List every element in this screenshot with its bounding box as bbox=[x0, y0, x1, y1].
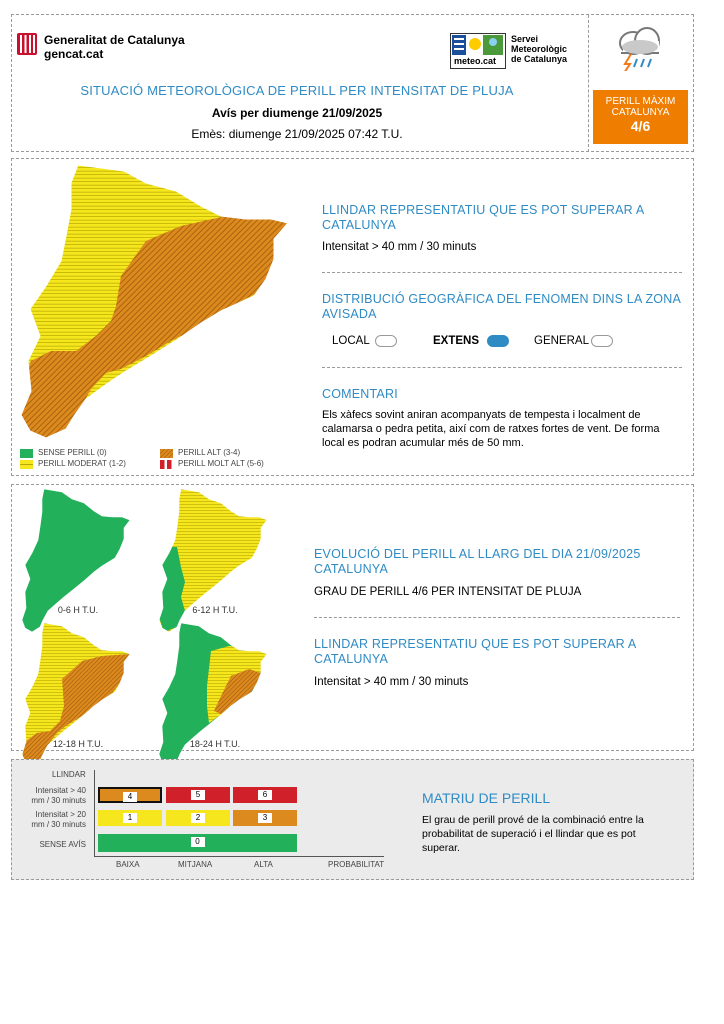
matrix-cell-0 bbox=[98, 834, 297, 852]
evolution-map-label: 6-12 H T.U. bbox=[192, 605, 238, 615]
divider bbox=[314, 617, 680, 618]
senyera-icon bbox=[17, 33, 37, 55]
col-label-baixa: BAIXA bbox=[116, 860, 140, 869]
toggle-switch-general[interactable] bbox=[591, 335, 613, 347]
threshold2-value: Intensitat > 40 mm / 30 minuts bbox=[314, 676, 469, 688]
legend-label: PERILL ALT (3-4) bbox=[178, 448, 241, 457]
toggle-switch-extens[interactable] bbox=[487, 335, 509, 347]
matrix-cell-4 bbox=[98, 787, 162, 803]
row2-label-a: Intensitat > 20 bbox=[35, 810, 86, 819]
toggle-label-local: LOCAL bbox=[332, 335, 370, 347]
matrix-text: El grau de perill prové de la combinació entre la probabilitat de superació i el llindar que es pot superar. bbox=[422, 814, 644, 854]
row3-label: SENSE AVÍS bbox=[39, 840, 86, 849]
toggle-label-general: GENERAL bbox=[534, 335, 589, 347]
header-panel bbox=[11, 14, 694, 152]
matrix-cell-6 bbox=[233, 787, 297, 803]
legend-swatch bbox=[160, 449, 173, 458]
issued-date: Emès: diumenge 21/09/2025 07:42 T.U. bbox=[191, 127, 403, 141]
cell-value: 0 bbox=[191, 837, 205, 847]
cell-value: 1 bbox=[123, 813, 137, 823]
divider bbox=[322, 272, 682, 273]
cell-value: 6 bbox=[258, 790, 272, 800]
main-warning-panel bbox=[11, 158, 694, 476]
danger-matrix-panel bbox=[11, 759, 694, 880]
divider bbox=[322, 367, 682, 368]
row2-label-b: mm / 30 minuts bbox=[31, 820, 86, 829]
legend-swatch bbox=[20, 449, 33, 458]
distribution-toggles bbox=[332, 335, 682, 351]
cell-value: 5 bbox=[191, 790, 205, 800]
evolution-map-3 bbox=[18, 621, 138, 776]
evolution-map-2 bbox=[155, 487, 275, 642]
max-danger-badge bbox=[593, 90, 688, 144]
threshold-value: Intensitat > 40 mm / 30 minuts bbox=[322, 241, 477, 253]
badge-line1: PERILL MÀXIM bbox=[605, 96, 676, 107]
evolution-map-label: 0-6 H T.U. bbox=[57, 605, 99, 615]
evolution-title: EVOLUCIÓ DEL PERILL AL LLARG DEL DIA 21/09/2025 CATALUNYA bbox=[314, 547, 641, 576]
row1-label-a: Intensitat > 40 bbox=[35, 786, 86, 795]
gencat-url: gencat.cat bbox=[44, 47, 104, 61]
smc-line1: Servei bbox=[511, 34, 539, 44]
distribution-title: DISTRIBUCIÓ GEOGRÀFICA DEL FENOMEN DINS LA ZONA AVISADA bbox=[322, 292, 681, 321]
cell-value: 2 bbox=[191, 813, 205, 823]
catalonia-map-main bbox=[16, 161, 296, 441]
gencat-logo bbox=[17, 33, 37, 55]
col-label-alta: ALTA bbox=[254, 860, 273, 869]
toggle-switch-local[interactable] bbox=[375, 335, 397, 347]
matrix-cell-1 bbox=[98, 810, 162, 826]
meteo-logo-icon bbox=[451, 34, 505, 56]
evolution-map-4 bbox=[155, 621, 275, 776]
matrix-chart bbox=[12, 760, 402, 881]
comment-title: COMENTARI bbox=[322, 387, 398, 401]
evolution-map-1 bbox=[18, 487, 138, 642]
meteo-logo bbox=[450, 33, 506, 69]
col-label-mitjana: MITJANA bbox=[178, 860, 213, 869]
storm-cloud-icon bbox=[611, 21, 667, 71]
cell-value: 3 bbox=[258, 813, 272, 823]
legend-label: PERILL MOLT ALT (5-6) bbox=[178, 459, 264, 468]
smc-line2: Meteorològic bbox=[511, 44, 568, 54]
page-subtitle: Avís per diumenge 21/09/2025 bbox=[211, 106, 383, 120]
evolution-value: GRAU DE PERILL 4/6 PER INTENSITAT DE PLUJA bbox=[314, 586, 582, 598]
threshold2-title: LLINDAR REPRESENTATIU QUE ES POT SUPERAR A CATALUNYA bbox=[314, 637, 636, 666]
prob-label: PROBABILITAT bbox=[328, 860, 385, 869]
matrix-y-axis bbox=[94, 770, 95, 856]
legend-label: SENSE PERILL (0) bbox=[38, 448, 107, 457]
badge-line2: CATALUNYA bbox=[611, 107, 670, 118]
evolution-panel bbox=[11, 484, 694, 751]
legend-swatch bbox=[160, 460, 173, 469]
badge-value: 4/6 bbox=[630, 118, 651, 134]
page-title: SITUACIÓ METEOROLÒGICA DE PERILL PER INTENSITAT DE PLUJA bbox=[80, 83, 514, 98]
smc-line3: de Catalunya bbox=[511, 54, 568, 64]
comment-text: Els xàfecs sovint aniran acompanyats de tempesta i localment de calamarsa o pedra petita, així com de ratxes fortes de vent. De forma local es podran acumular més de 50 mm. bbox=[322, 409, 660, 449]
evolution-map-label: 12-18 H T.U. bbox=[52, 739, 104, 749]
meteo-logo-text: meteo.cat bbox=[454, 56, 497, 66]
matrix-title: MATRIU DE PERILL bbox=[422, 790, 551, 806]
threshold-title: LLINDAR REPRESENTATIU QUE ES POT SUPERAR A CATALUNYA bbox=[322, 203, 644, 232]
toggle-label-extens: EXTENS bbox=[433, 335, 480, 347]
legend-swatch bbox=[20, 460, 33, 469]
evolution-map-label: 18-24 H T.U. bbox=[189, 739, 241, 749]
matrix-cell-3 bbox=[233, 810, 297, 826]
row1-label-b: mm / 30 minuts bbox=[31, 796, 86, 805]
matrix-cell-2 bbox=[166, 810, 230, 826]
cell-value: 4 bbox=[123, 792, 137, 802]
llindar-label: LLINDAR bbox=[52, 770, 86, 779]
gencat-name: Generalitat de Catalunya bbox=[44, 33, 185, 47]
matrix-cell-5 bbox=[166, 787, 230, 803]
weather-icon-frame bbox=[588, 15, 695, 152]
legend-label: PERILL MODERAT (1-2) bbox=[38, 459, 126, 468]
matrix-x-axis bbox=[94, 856, 384, 857]
